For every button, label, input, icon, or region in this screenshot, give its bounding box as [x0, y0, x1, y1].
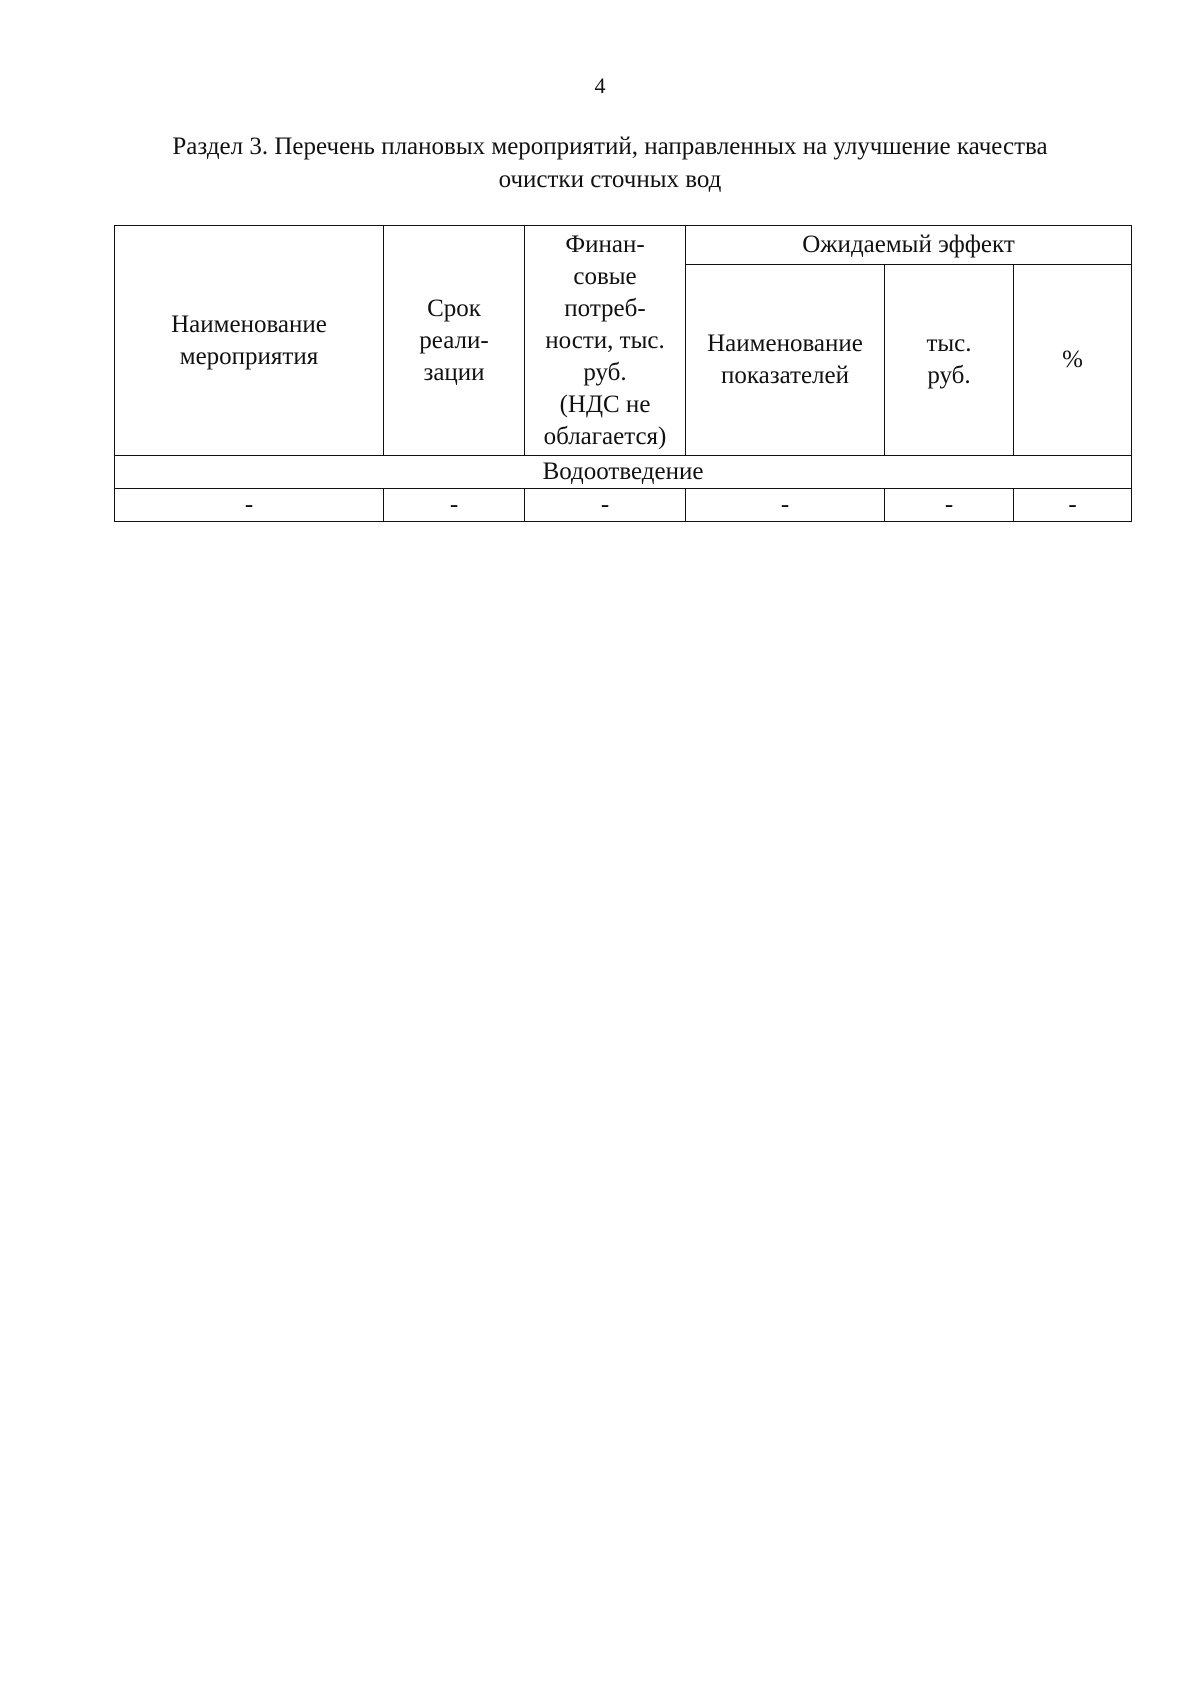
header-thousand-rub: тыс. руб.: [885, 265, 1014, 456]
table-cell: -: [115, 489, 384, 522]
table-cell: -: [525, 489, 686, 522]
header-expected-effect: Ожидаемый эффект: [686, 226, 1132, 265]
header-term: Срок реали- зации: [384, 226, 525, 456]
measures-table: [114, 225, 1132, 522]
section-title: Раздел 3. Перечень плановых мероприятий, направленных на улучшение качества очистки сточных вод: [172, 133, 1048, 193]
header-percent: %: [1014, 265, 1132, 456]
page-number: 4: [594, 73, 606, 98]
header-event-name: Наименование мероприятия: [115, 226, 384, 456]
header-financial-needs: Финан- совые потреб- ности, тыс. руб. (НДС не облагается): [525, 226, 686, 456]
table-cell: -: [384, 489, 525, 522]
table-cell: -: [686, 489, 885, 522]
section-row-label: Водоотведение: [115, 456, 1132, 489]
table-header-row: [115, 226, 1132, 265]
table-row: [115, 489, 1132, 522]
header-indicator-name: Наименование показателей: [686, 265, 885, 456]
table-cell: -: [885, 489, 1014, 522]
table-cell: -: [1014, 489, 1132, 522]
table-section-row: [115, 456, 1132, 489]
